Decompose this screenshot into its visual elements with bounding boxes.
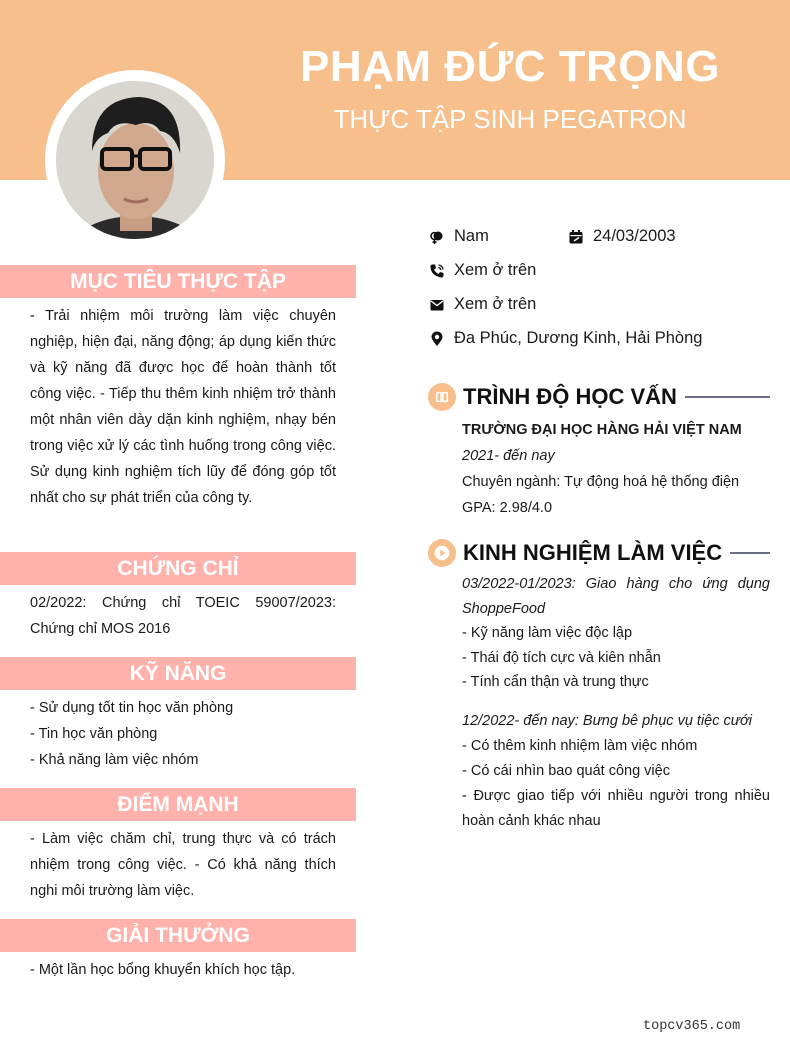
contact-birthday <box>567 227 676 246</box>
job-heading: 03/2022-01/2023: Giao hàng cho ứng dụng ShoppeFood <box>462 576 770 617</box>
experience-job-1 <box>462 572 770 695</box>
section-skills <box>0 657 356 773</box>
education-body <box>462 417 770 521</box>
education-period: 2021- đến nay <box>462 448 555 464</box>
divider <box>685 396 770 398</box>
section-title: MỤC TIÊU THỰC TẬP <box>0 265 356 298</box>
contact-gender <box>428 227 489 246</box>
experience-job-2 <box>462 709 770 834</box>
job-heading: 12/2022- đến nay: Bưng bê phục vụ tiệc cưới <box>462 713 752 729</box>
book-icon <box>428 383 456 411</box>
section-certificates <box>0 552 356 642</box>
list-item: - Kỹ năng làm việc độc lập <box>462 625 633 641</box>
list-item: - Tin học văn phòng <box>30 726 158 742</box>
certificates-text: 02/2022: Chứng chỉ TOEIC 59007/2023: Chứng chỉ MOS 2016 <box>30 595 336 637</box>
phone-icon <box>428 262 446 280</box>
list-item: - Tính cẩn thận và trung thực <box>462 674 649 690</box>
list-item: - Có cái nhìn bao quát công việc <box>462 763 670 779</box>
play-icon <box>428 539 456 567</box>
education-heading <box>428 383 770 411</box>
section-title: TRÌNH ĐỘ HỌC VẤN <box>463 384 677 409</box>
contact-address <box>428 329 702 348</box>
list-item: - Khả năng làm việc nhóm <box>30 752 199 768</box>
list-item: - Một lần học bổng khuyển khích học tập. <box>30 962 296 978</box>
skills-list <box>0 690 356 773</box>
awards-list <box>0 952 356 983</box>
calendar-icon <box>567 228 585 246</box>
contact-email <box>428 295 536 314</box>
gender-value: Nam <box>454 227 489 245</box>
gender-icon <box>428 228 446 246</box>
candidate-name: PHẠM ĐỨC TRỌNG <box>300 42 720 91</box>
contact-phone <box>428 261 536 280</box>
section-title: CHỨNG CHỈ <box>0 552 356 585</box>
list-item: - Được giao tiếp với nhiều người trong nhiều hoàn cảnh khác nhau <box>462 788 770 829</box>
avatar-photo <box>56 81 214 239</box>
job-title: THỰC TẬP SINH PEGATRON <box>333 104 687 134</box>
section-objective <box>0 265 356 511</box>
objective-text: - Trải nhiệm môi trường làm việc chuyên nghiệp, hiện đại, năng động; áp dụng kiến thức và kỹ năng đã được học để hoàn thành tốt công việc. - Tiếp thu thêm kinh nhiệm trở thành một nhân viên dày dặn kinh nghiệm, nhạy bén trong việc xử lý các tình huống trong công việc. Sử dụng kinh nghiệm tích lũy để đóng góp tốt nhất cho sự phát triển của công ty. <box>30 308 336 506</box>
section-title: GIẢI THƯỞNG <box>0 919 356 952</box>
section-title: ĐIỂM MẠNH <box>0 788 356 821</box>
phone-value: Xem ở trên <box>454 261 537 279</box>
divider <box>730 552 770 554</box>
strengths-text: - Làm việc chăm chỉ, trung thực và có trách nhiệm trong công việc. - Có khả năng thích nghi môi trường làm việc. <box>30 831 336 899</box>
list-item: - Có thêm kinh nhiệm làm việc nhóm <box>462 738 698 754</box>
avatar <box>56 81 214 239</box>
education-gpa: GPA: 2.98/4.0 <box>462 500 553 516</box>
school-name: TRƯỜNG ĐẠI HỌC HÀNG HẢI VIỆT NAM <box>462 422 742 438</box>
section-strengths <box>0 788 356 904</box>
list-item: - Thái độ tích cực và kiên nhẫn <box>462 649 661 666</box>
map-pin-icon <box>428 330 446 348</box>
email-value: Xem ở trên <box>454 295 537 313</box>
watermark: topcv365.com <box>643 1019 741 1034</box>
section-title: KINH NGHIỆM LÀM VIỆC <box>463 540 723 565</box>
section-title: KỸ NĂNG <box>0 657 356 690</box>
education-major: Chuyên ngành: Tự động hoá hệ thống điện <box>462 474 740 490</box>
birthday-value: 24/03/2003 <box>593 227 676 245</box>
list-item: - Sử dụng tốt tin học văn phòng <box>30 700 234 716</box>
address-value: Đa Phúc, Dương Kinh, Hải Phòng <box>454 329 703 347</box>
section-awards <box>0 919 356 983</box>
envelope-icon <box>428 296 446 314</box>
experience-heading <box>428 539 770 567</box>
